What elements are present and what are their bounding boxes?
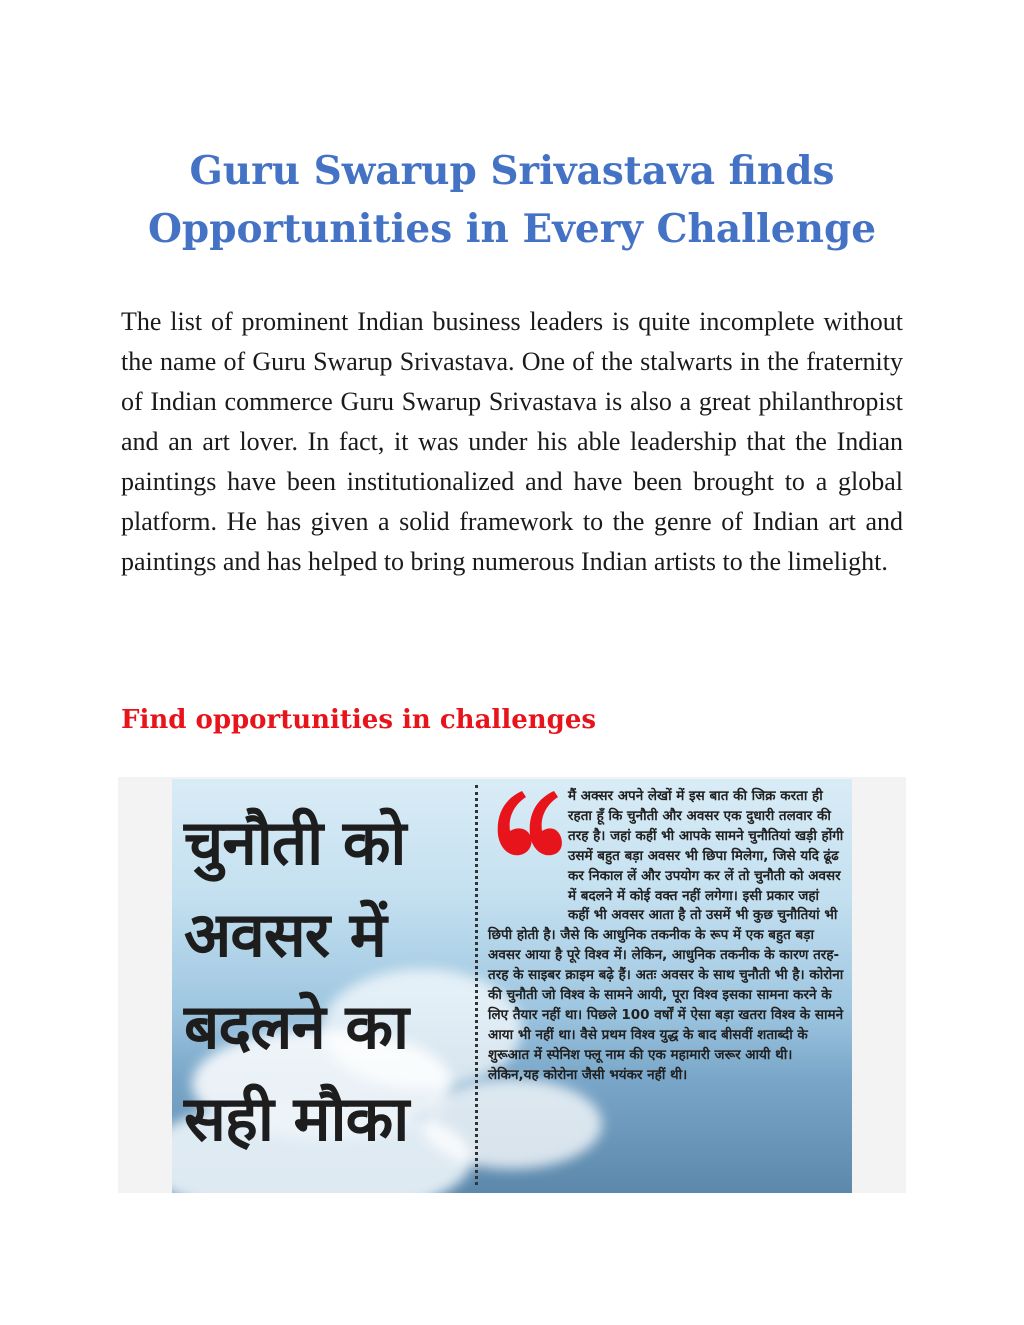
headline-line: अवसर में (184, 898, 386, 971)
title-line-1: Guru Swarup Srivastava finds (189, 148, 835, 194)
section-heading: Find opportunities in challenges (121, 705, 596, 735)
clipping-quote-text: मैं अक्सर अपने लेखों में इस बात की जिक्र करता ही रहता हूँ कि चुनौती और अवसर एक दुधारी तलवार की तरह है। जहां कहीं भी आपके सामने चुनौतियां खड़ी होंगी उसमें बहुत बड़ा अवसर भी छिपा मिलेगा, जिसे यदि ढूंढ कर निकाल लें और उपयोग कर लें तो चुनौती को अवसर में बदलने में कोई वक्त नहीं लगेगा। इसी प्रकार जहां कहीं भी अवसर आता है तो उसमें भी कुछ चुनौतियां भी छिपी होती है। जैसे कि आधुनिक तकनीक के रूप में एक बहुत बड़ा अवसर आया है पूरे विश्व में। लेकिन, आधुनिक तकनीक के कारण तरह-तरह के साइबर क्राइम बढ़े हैं। अतः अवसर के साथ चुनौती भी है। कोरोना की चुनौती जो विश्व के सामने आयी, पूरा विश्व इसका सामना करने के लिए तैयार नहीं था। पिछले 100 वर्षों में ऐसा बड़ा खतरा विश्व के सामने आया भी नहीं था। वैसे प्रथम विश्व युद्ध के बाद बीसवीं शताब्दी के शुरूआत में स्पेनिश फ्लू नाम की एक महामारी जरूर आयी थी। लेकिन,यह कोरोना जैसी भयंकर नहीं थी। (488, 788, 844, 1083)
headline-line: सही मौका (184, 1082, 409, 1155)
clipping-quote (488, 787, 844, 1086)
clipping-headline (184, 797, 464, 1165)
page-title (100, 142, 924, 258)
intro-paragraph: The list of prominent Indian business leaders is quite incomplete without the name of Guru Swarup Srivastava. One of the stalwarts in the fraternity of Indian commerce Guru Swarup Srivastava is also a great philanthropist and an art lover. In fact, it was under his able leadership that the Indian paintings have been institutionalized and have been brought to a global platform. He has given a solid framework to the genre of Indian art and paintings and has helped to bring numerous Indian artists to the limelight. (121, 307, 903, 576)
headline-line: चुनौती को (184, 806, 406, 879)
headline-line: बदलने का (184, 990, 409, 1063)
newspaper-clipping-image (172, 779, 852, 1193)
title-line-2: Opportunities in Every Challenge (147, 206, 877, 252)
dotted-divider (475, 785, 478, 1185)
